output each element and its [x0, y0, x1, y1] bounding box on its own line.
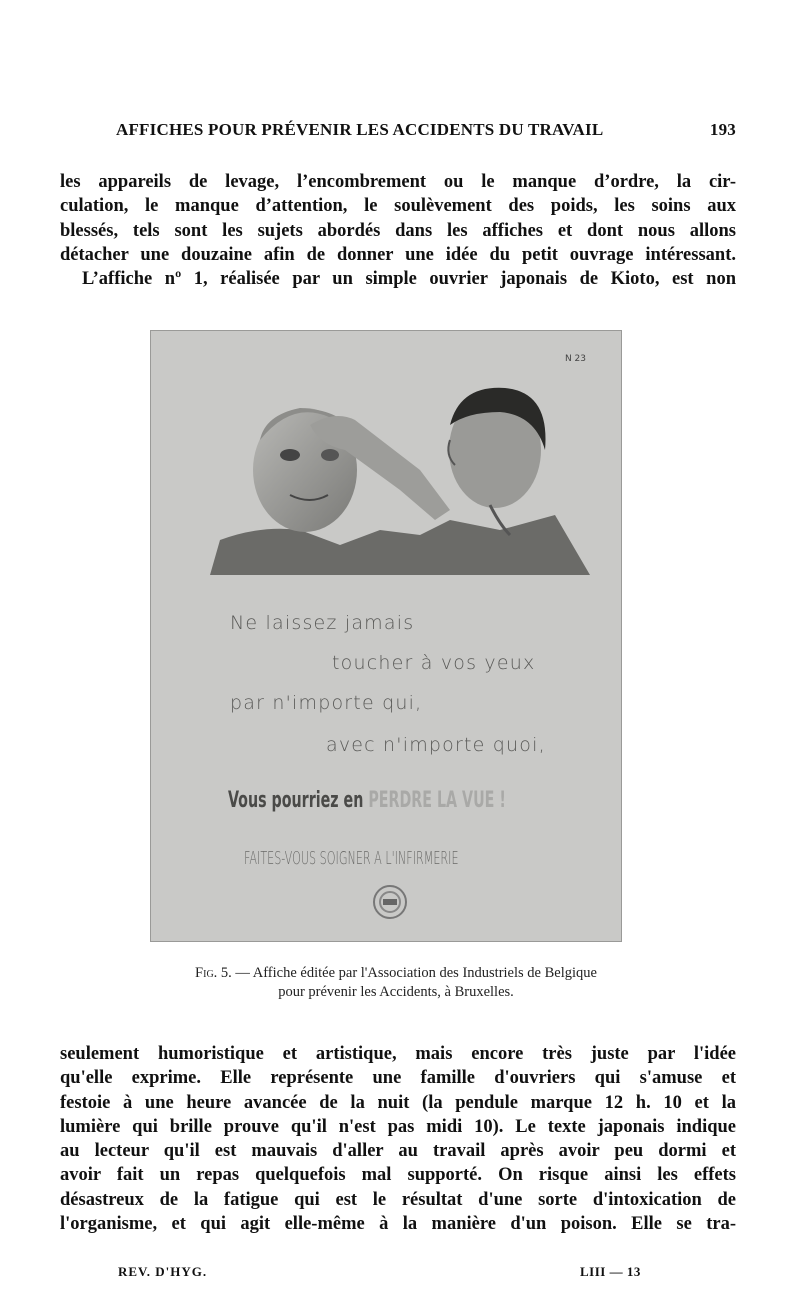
text-line: détacher une douzaine afin de donner une idée du petit ouvrage intéressant. [60, 244, 736, 265]
text-line: blessés, tels sont les sujets abordés dans les affiches et dont nous allons [60, 220, 736, 241]
paragraph-top [60, 170, 736, 291]
text-line: seulement humoristique et artistique, mais encore très juste par l'idée [60, 1044, 736, 1064]
poster-figure [150, 330, 622, 942]
association-seal-icon [370, 882, 410, 922]
poster-illustration [150, 330, 622, 580]
page-number: 193 [709, 120, 736, 139]
running-head [116, 120, 736, 140]
poster-line: par n'importe qui, [230, 692, 423, 714]
caption-line2: pour prévenir les Accidents, à Bruxelles. [278, 984, 514, 1000]
warning-faded: PERDRE LA VUE ! [368, 788, 506, 813]
poster-line: toucher à vos yeux [332, 652, 536, 674]
text-line: qu'elle exprime. Elle représente une famille d'ouvriers qui s'amuse et [60, 1068, 736, 1089]
caption-label: Fig. 5. [195, 965, 232, 981]
text-line: les appareils de levage, l’encombrement ou le manque d’ordre, la cir- [60, 172, 736, 192]
footer-journal: REV. D'HYG. [118, 1264, 208, 1279]
figure-caption [116, 964, 676, 1002]
text-line: au lecteur qu'il est mauvais d'aller au travail après avoir peu dormi et [60, 1141, 736, 1162]
text-line: désastreux de la fatigue qui est le résultat d'une sorte d'intoxication de [60, 1189, 736, 1210]
caption-line1: — Affiche éditée par l'Association des Industriels de Belgique [235, 965, 597, 981]
footer-volume: LIII — 13 [580, 1264, 641, 1279]
text-line: l'organisme, et qui agit elle-même à la manière d'un poison. Elle se tra- [60, 1214, 736, 1235]
warning-prefix: Vous pourriez en [228, 788, 364, 813]
poster-warning [228, 788, 506, 813]
text-line: culation, le manque d’attention, le soulèvement des poids, les soins aux [60, 196, 736, 217]
poster-id: N 23 [564, 354, 586, 364]
text-line: lumière qui brille prouve qu'il n'est pas midi 10). Le texte japonais indique [60, 1116, 736, 1137]
text-line: L’affiche nº 1, réalisée par un simple ouvrier japonais de Kioto, est non [82, 269, 736, 290]
text-line: avoir fait un repas quelquefois mal supporté. On risque ainsi les effets [60, 1165, 736, 1186]
poster-line: avec n'importe quoi, [326, 734, 546, 756]
running-title: AFFICHES POUR PRÉVENIR LES ACCIDENTS DU TRAVAIL [116, 120, 604, 139]
poster-instruction: FAITES-VOUS SOIGNER A L'INFIRMERIE [244, 848, 459, 869]
paragraph-bottom [60, 1042, 736, 1236]
text-line: festoie à une heure avancée de la nuit (la pendule marque 12 h. 10 et la [60, 1092, 736, 1113]
shoulders-shape [210, 515, 590, 575]
poster-line: Ne laissez jamais [230, 612, 415, 634]
